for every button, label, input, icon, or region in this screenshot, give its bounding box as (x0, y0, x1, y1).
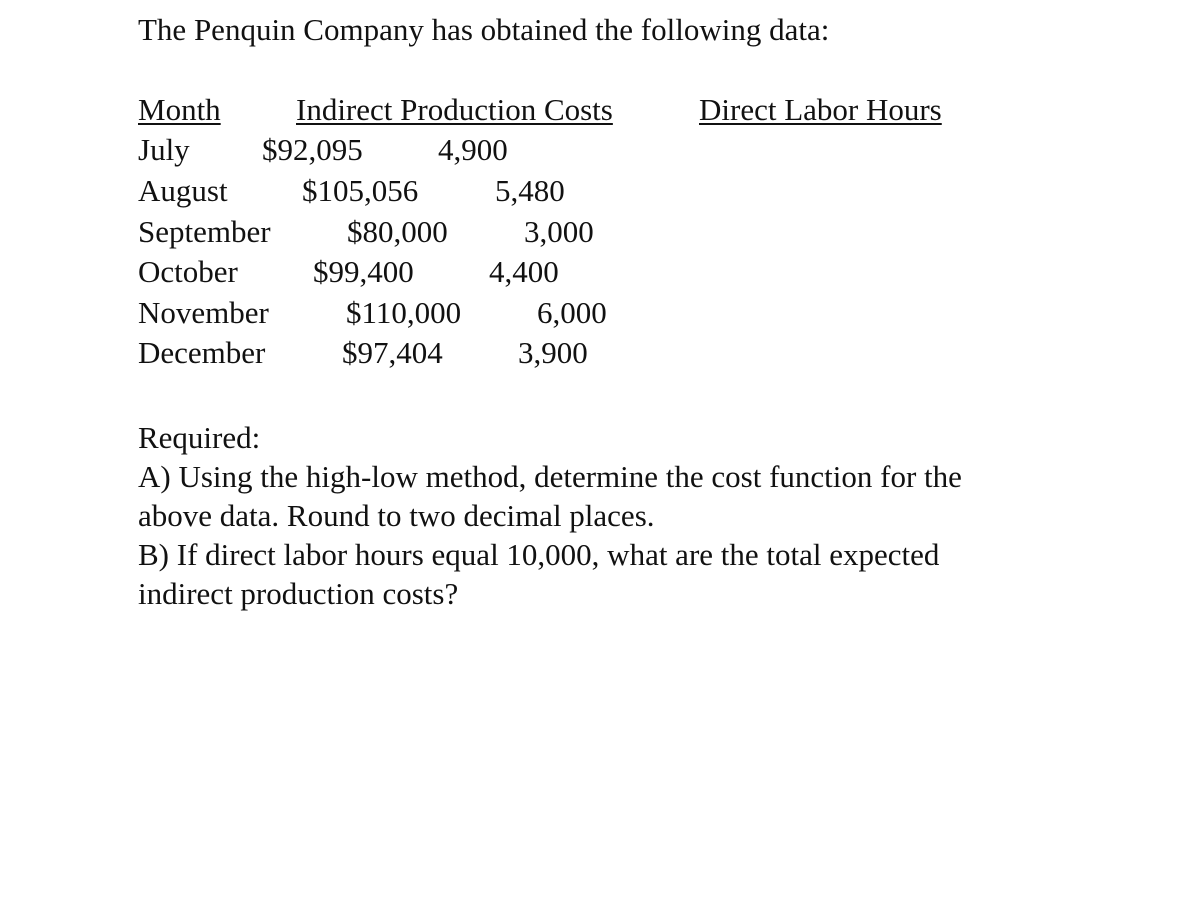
cost-cell: $99,400 (313, 254, 414, 289)
cost-cell: $105,056 (302, 173, 419, 208)
cost-cell: $110,000 (346, 295, 462, 330)
cost-cell: $97,404 (342, 335, 443, 370)
required-line: A) Using the high-low method, determine the cost function for the (138, 459, 962, 494)
required-section (138, 418, 1038, 613)
header-direct-labor-hours: Direct Labor Hours (699, 92, 942, 127)
intro-text: The Penquin Company has obtained the following data: (138, 12, 830, 47)
month-cell: July (138, 132, 190, 167)
required-line: B) If direct labor hours equal 10,000, what are the total expected (138, 537, 940, 572)
hours-cell: 4,900 (438, 132, 508, 167)
cost-cell: $92,095 (262, 132, 363, 167)
month-cell: October (138, 254, 238, 289)
header-month: Month (138, 92, 221, 127)
month-cell: August (138, 173, 228, 208)
header-indirect-production-costs: Indirect Production Costs (296, 92, 613, 127)
required-line: above data. Round to two decimal places. (138, 498, 655, 533)
month-cell: December (138, 335, 266, 370)
hours-cell: 3,900 (518, 335, 588, 370)
month-cell: November (138, 295, 269, 330)
required-heading: Required: (138, 420, 261, 455)
required-line: indirect production costs? (138, 576, 459, 611)
cost-cell: $80,000 (347, 214, 448, 249)
hours-cell: 6,000 (537, 295, 607, 330)
hours-cell: 4,400 (489, 254, 559, 289)
hours-cell: 3,000 (524, 214, 594, 249)
month-cell: September (138, 214, 271, 249)
hours-cell: 5,480 (495, 173, 565, 208)
